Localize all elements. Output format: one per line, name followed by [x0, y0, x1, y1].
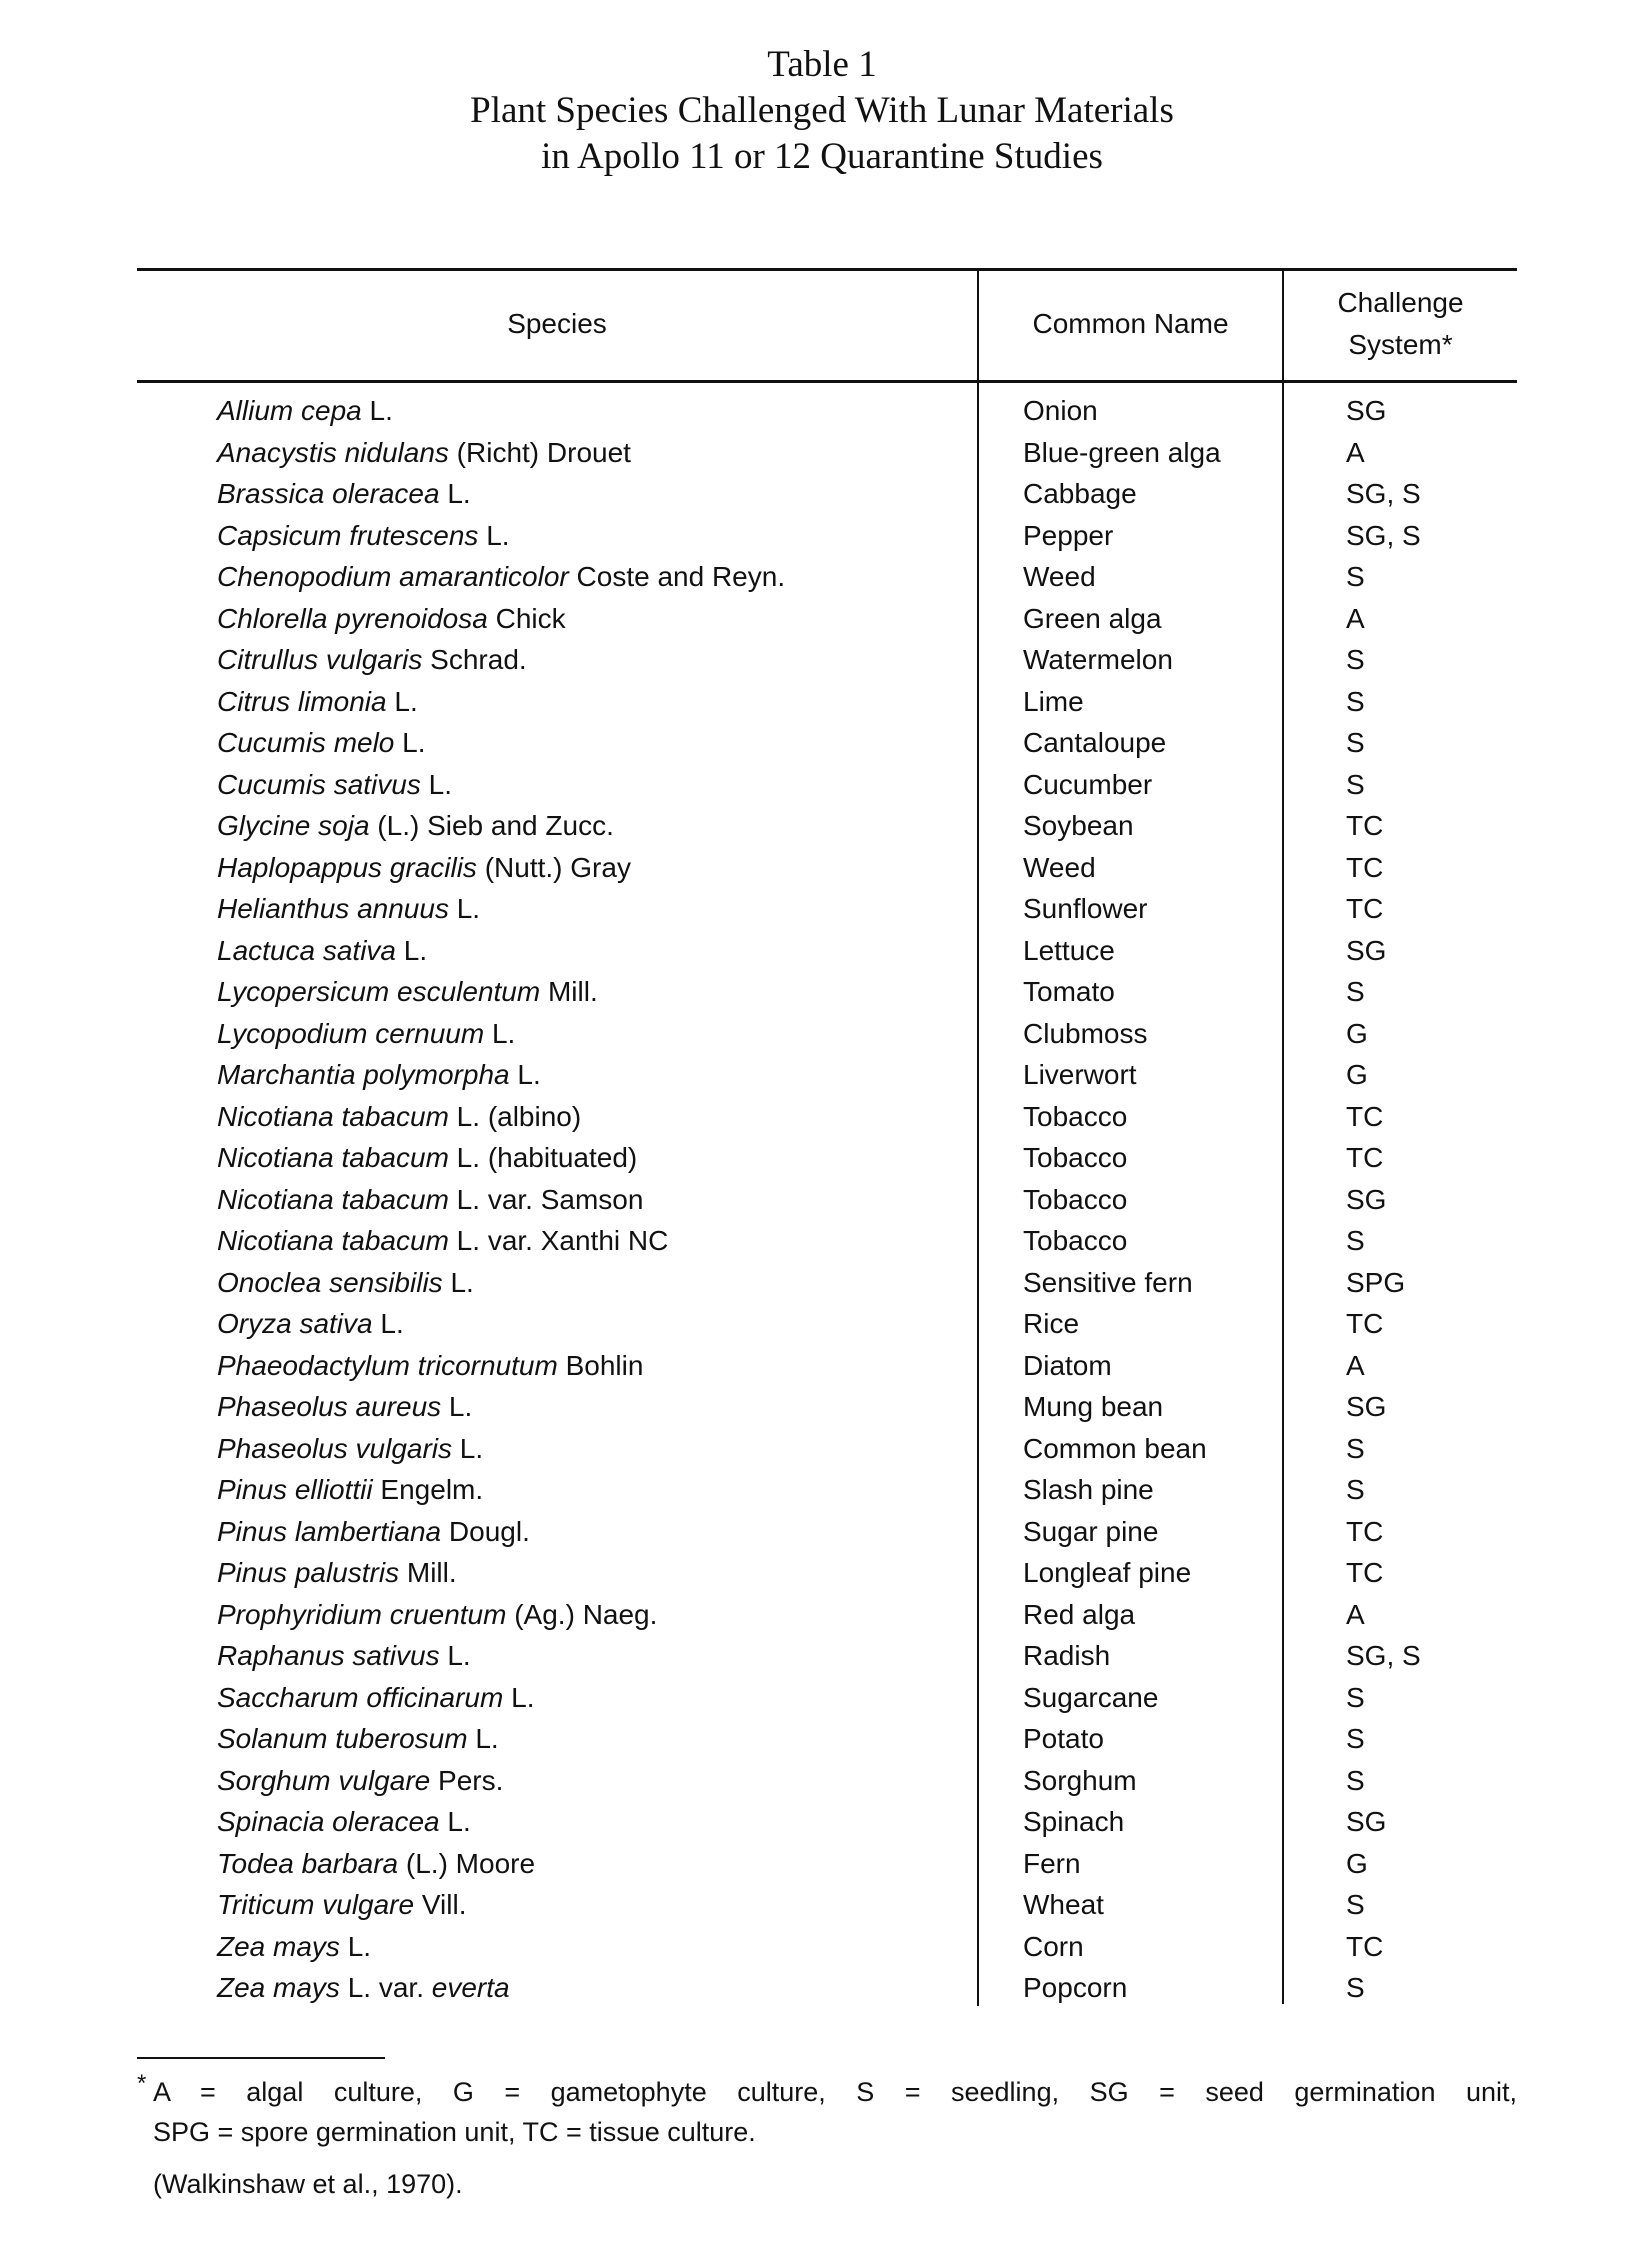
table-row: [137, 1760, 1517, 1802]
table-row: [137, 805, 1517, 847]
common-name-cell: Slash pine: [1023, 1474, 1154, 1505]
species-cell: [217, 681, 418, 723]
common-name-cell: Tobacco: [1023, 1100, 1128, 1132]
table-row: [137, 556, 1517, 598]
species-cell: [217, 1594, 657, 1636]
footnote-rule: [137, 2057, 385, 2059]
common-name-cell: Green alga: [1023, 602, 1162, 634]
species-authority: L.: [439, 1806, 471, 1837]
species-binomial: Glycine soja: [217, 810, 370, 841]
table-row: [137, 1386, 1517, 1428]
species-cell: [217, 1926, 371, 1968]
common-name-cell: Wheat: [1023, 1889, 1104, 1920]
header-challenge-line-2: System*: [1348, 329, 1453, 360]
challenge-system-cell: S: [1346, 1723, 1365, 1754]
table-row: [137, 390, 1517, 432]
species-variety: everta: [431, 1972, 510, 2003]
species-binomial: Phaseolus vulgaris: [217, 1432, 453, 1464]
species-authority: (L.) Moore: [398, 1847, 536, 1879]
challenge-system-cell: TC: [1346, 1308, 1384, 1339]
species-binomial: Triticum vulgare: [217, 1889, 415, 1920]
table-row: [137, 930, 1517, 972]
species-cell: [217, 1884, 466, 1926]
table-row: [137, 1428, 1517, 1470]
species-authority: L.: [394, 727, 426, 758]
common-name-cell: Sunflower: [1023, 893, 1148, 924]
table-row: [137, 1677, 1517, 1719]
common-name-cell: Soybean: [1023, 810, 1134, 841]
species-binomial: Capsicum frutescens: [217, 519, 479, 551]
species-authority: L.: [452, 1432, 484, 1464]
table-title-line-2: in Apollo 11 or 12 Quarantine Studies: [541, 136, 1103, 177]
common-name-cell: Popcorn: [1023, 1972, 1128, 2003]
challenge-system-cell: TC: [1346, 1142, 1384, 1173]
challenge-system-cell: TC: [1346, 1557, 1384, 1588]
species-cell: [217, 764, 452, 806]
species-cell: [217, 1552, 457, 1594]
species-cell: [217, 556, 785, 598]
table-row: [137, 639, 1517, 681]
table-row: [137, 1552, 1517, 1594]
challenge-system-cell: S: [1346, 768, 1365, 800]
common-name-cell: Fern: [1023, 1847, 1081, 1879]
common-name-cell: Cantaloupe: [1023, 727, 1167, 758]
challenge-system-cell: S: [1346, 1225, 1365, 1256]
species-authority: L. var. Xanthi NC: [448, 1225, 669, 1256]
species-authority: (Ag.) Naeg.: [506, 1598, 658, 1630]
common-name-cell: Longleaf pine: [1023, 1557, 1192, 1588]
species-authority: L.: [478, 519, 510, 551]
species-cell: [217, 1137, 637, 1179]
table-row: [137, 1718, 1517, 1760]
challenge-system-cell: SG: [1346, 1806, 1387, 1837]
challenge-system-cell: S: [1346, 1764, 1365, 1796]
table-row: [137, 888, 1517, 930]
species-binomial: Todea barbara: [217, 1847, 399, 1879]
species-cell: [217, 1677, 534, 1719]
table-row: [137, 1469, 1517, 1511]
species-authority: L.: [439, 1640, 471, 1671]
species-binomial: Citrullus vulgaris: [217, 644, 423, 675]
species-cell: [217, 1469, 483, 1511]
table-row: [137, 1013, 1517, 1055]
common-name-cell: Sensitive fern: [1023, 1266, 1193, 1298]
challenge-system-cell: SG: [1346, 395, 1387, 426]
challenge-system-cell: G: [1346, 1847, 1368, 1879]
species-cell: [217, 1179, 643, 1221]
challenge-system-cell: SG: [1346, 1391, 1387, 1422]
species-binomial: Marchantia polymorpha: [217, 1059, 510, 1090]
footnote-line-1: A = algal culture, G = gametophyte culture, S = seedling, SG = seed germination unit,: [153, 2077, 1517, 2107]
common-name-cell: Mung bean: [1023, 1391, 1164, 1422]
common-name-cell: Weed: [1023, 561, 1096, 592]
species-cell: [217, 722, 426, 764]
common-name-cell: Tomato: [1023, 976, 1115, 1007]
common-name-cell: Diatom: [1023, 1349, 1112, 1381]
common-name-cell: Pepper: [1023, 519, 1114, 551]
common-name-cell: Cucumber: [1023, 768, 1153, 800]
common-name-cell: Sorghum: [1023, 1764, 1137, 1796]
challenge-system-cell: A: [1346, 602, 1365, 634]
footnote: [137, 2072, 1517, 2204]
species-cell: [217, 1718, 499, 1760]
species-authority: L. var.: [339, 1972, 432, 2003]
species-authority: L.: [361, 395, 393, 426]
common-name-cell: Sugarcane: [1023, 1681, 1159, 1713]
common-name-cell: Clubmoss: [1023, 1017, 1148, 1049]
species-binomial: Allium cepa: [217, 395, 362, 426]
table-row: [137, 1594, 1517, 1636]
common-name-cell: Tobacco: [1023, 1183, 1128, 1215]
species-cell: [217, 805, 614, 847]
common-name-cell: Tobacco: [1023, 1142, 1128, 1173]
species-authority: L.: [420, 768, 452, 800]
species-authority: L.: [441, 1391, 473, 1422]
challenge-system-cell: TC: [1346, 851, 1384, 883]
species-binomial: Lactuca sativa: [217, 934, 396, 966]
species-cell: [217, 1843, 535, 1885]
species-binomial: Brassica oleracea: [217, 478, 440, 509]
challenge-system-cell: S: [1346, 976, 1365, 1007]
table-row: [137, 1220, 1517, 1262]
species-binomial: Phaseolus aureus: [217, 1391, 442, 1422]
table-row: [137, 432, 1517, 474]
challenge-system-cell: S: [1346, 644, 1365, 675]
species-cell: [217, 1096, 581, 1138]
challenge-system-cell: G: [1346, 1059, 1368, 1090]
challenge-system-cell: TC: [1346, 1100, 1384, 1132]
species-authority: (Richt) Drouet: [448, 436, 631, 468]
common-name-cell: Corn: [1023, 1930, 1084, 1962]
species-authority: L.: [484, 1017, 516, 1049]
species-authority: L. var. Samson: [448, 1183, 644, 1215]
challenge-system-cell: SPG: [1346, 1266, 1406, 1298]
header-challenge-system: [1284, 268, 1517, 380]
table-row: [137, 1801, 1517, 1843]
header-bottom-rule: [137, 380, 1517, 383]
species-cell: [217, 1428, 483, 1470]
challenge-system-cell: SG: [1346, 934, 1387, 966]
challenge-system-cell: SG, S: [1346, 519, 1421, 551]
common-name-cell: Sugar pine: [1023, 1515, 1159, 1547]
table-row: [137, 764, 1517, 806]
species-binomial: Cucumis melo: [217, 727, 395, 758]
common-name-cell: Liverwort: [1023, 1059, 1137, 1090]
table-caption: [0, 42, 1644, 180]
species-cell: [217, 1801, 471, 1843]
species-cell: [217, 930, 427, 972]
species-authority: L.: [509, 1059, 541, 1090]
species-cell: [217, 1220, 668, 1262]
table-body: [137, 390, 1517, 2009]
species-authority: Pers.: [430, 1764, 504, 1796]
species-authority: Coste and Reyn.: [568, 561, 786, 592]
challenge-system-cell: S: [1346, 561, 1365, 592]
species-cell: [217, 1262, 474, 1304]
table-row: [137, 847, 1517, 889]
common-name-cell: Onion: [1023, 395, 1098, 426]
species-cell: [217, 888, 480, 930]
species-cell: [217, 1054, 541, 1096]
table-row: [137, 1262, 1517, 1304]
species-binomial: Nicotiana tabacum: [217, 1142, 449, 1173]
species-authority: L.: [503, 1681, 535, 1713]
challenge-system-cell: TC: [1346, 1515, 1384, 1547]
species-cell: [217, 971, 598, 1013]
table-row: [137, 1967, 1517, 2009]
challenge-system-cell: S: [1346, 727, 1365, 758]
species-cell: [217, 1967, 510, 2009]
common-name-cell: Lettuce: [1023, 934, 1115, 966]
species-binomial: Pinus elliottii: [217, 1474, 373, 1505]
species-binomial: Prophyridium cruentum: [217, 1598, 507, 1630]
species-authority: Mill.: [399, 1557, 457, 1588]
common-name-cell: Weed: [1023, 851, 1096, 883]
species-binomial: Saccharum officinarum: [217, 1681, 504, 1713]
species-authority: L.: [439, 478, 471, 509]
species-binomial: Pinus lambertiana: [217, 1515, 442, 1547]
species-authority: L.: [442, 1266, 474, 1298]
species-binomial: Chenopodium amaranticolor: [217, 561, 569, 592]
table-row: [137, 1345, 1517, 1387]
challenge-system-cell: SG, S: [1346, 1640, 1421, 1671]
common-name-cell: Watermelon: [1023, 644, 1173, 675]
species-cell: [217, 432, 631, 474]
common-name-cell: Cabbage: [1023, 478, 1137, 509]
species-binomial: Raphanus sativus: [217, 1640, 440, 1671]
species-binomial: Oryza sativa: [217, 1308, 373, 1339]
table-row: [137, 681, 1517, 723]
species-binomial: Lycopersicum esculentum: [217, 976, 541, 1007]
footnote-asterisk: *: [137, 2070, 147, 2097]
common-name-cell: Blue-green alga: [1023, 436, 1221, 468]
species-cell: [217, 1345, 643, 1387]
table-row: [137, 1511, 1517, 1553]
species-authority: L.: [467, 1723, 499, 1754]
species-cell: [217, 473, 471, 515]
species-binomial: Nicotiana tabacum: [217, 1100, 449, 1132]
species-binomial: Spinacia oleracea: [217, 1806, 440, 1837]
species-authority: L.: [386, 685, 418, 717]
species-authority: Chick: [487, 602, 566, 634]
species-binomial: Cucumis sativus: [217, 768, 421, 800]
species-authority: (L.) Sieb and Zucc.: [369, 810, 614, 841]
species-binomial: Zea mays: [217, 1930, 340, 1962]
header-species: Species: [507, 308, 607, 339]
species-cell: [217, 390, 393, 432]
challenge-system-cell: S: [1346, 1474, 1365, 1505]
species-authority: L. (habituated): [448, 1142, 638, 1173]
species-cell: [217, 1635, 471, 1677]
challenge-system-cell: A: [1346, 1349, 1365, 1381]
species-authority: Bohlin: [557, 1349, 644, 1381]
table-title-line-1: Plant Species Challenged With Lunar Materials: [470, 90, 1174, 131]
table-row: [137, 1303, 1517, 1345]
challenge-system-cell: S: [1346, 1889, 1365, 1920]
header-challenge-line-1: Challenge: [1337, 287, 1464, 318]
species-binomial: Onoclea sensibilis: [217, 1266, 443, 1298]
challenge-system-cell: G: [1346, 1017, 1368, 1049]
table-row: [137, 515, 1517, 557]
species-authority: L. (albino): [448, 1100, 582, 1132]
challenge-system-cell: TC: [1346, 893, 1384, 924]
species-binomial: Phaeodactylum tricornutum: [217, 1349, 558, 1381]
challenge-system-cell: S: [1346, 1972, 1365, 2003]
common-name-cell: Radish: [1023, 1640, 1111, 1671]
species-authority: Engelm.: [372, 1474, 484, 1505]
challenge-system-cell: S: [1346, 1432, 1365, 1464]
species-cell: [217, 1760, 503, 1802]
table-row: [137, 598, 1517, 640]
species-authority: L.: [396, 934, 428, 966]
table-row: [137, 473, 1517, 515]
challenge-system-cell: TC: [1346, 1930, 1384, 1962]
species-authority: Dougl.: [441, 1515, 530, 1547]
species-cell: [217, 1386, 472, 1428]
species-authority: L.: [339, 1930, 372, 1962]
species-authority: L.: [372, 1308, 404, 1339]
footnote-citation: (Walkinshaw et al., 1970).: [153, 2169, 463, 2199]
species-binomial: Nicotiana tabacum: [217, 1225, 449, 1256]
species-binomial: Citrus limonia: [217, 685, 387, 717]
challenge-system-cell: S: [1346, 1681, 1365, 1713]
species-cell: [217, 1013, 515, 1055]
species-binomial: Anacystis nidulans: [217, 436, 449, 468]
footnote-line-2: SPG = spore germination unit, TC = tissue culture.: [153, 2117, 756, 2147]
species-binomial: Solanum tuberosum: [217, 1723, 468, 1754]
common-name-cell: Lime: [1023, 685, 1084, 717]
species-binomial: Chlorella pyrenoidosa: [217, 602, 488, 634]
table-row: [137, 1635, 1517, 1677]
species-cell: [217, 1511, 530, 1553]
challenge-system-cell: SG: [1346, 1183, 1387, 1215]
common-name-cell: Red alga: [1023, 1598, 1136, 1630]
common-name-cell: Tobacco: [1023, 1225, 1128, 1256]
table-row: [137, 1096, 1517, 1138]
species-binomial: Nicotiana tabacum: [217, 1183, 449, 1215]
table-row: [137, 1137, 1517, 1179]
challenge-system-cell: TC: [1346, 810, 1384, 841]
common-name-cell: Potato: [1023, 1723, 1104, 1754]
species-cell: [217, 598, 566, 640]
species-authority: Mill.: [540, 976, 598, 1007]
common-name-cell: Spinach: [1023, 1806, 1125, 1837]
table-row: [137, 971, 1517, 1013]
challenge-system-cell: S: [1346, 685, 1365, 717]
table-row: [137, 1843, 1517, 1885]
species-cell: [217, 847, 631, 889]
table-number: Table 1: [767, 44, 877, 85]
species-binomial: Pinus palustris: [217, 1557, 400, 1588]
header-common-name: Common Name: [1032, 308, 1229, 339]
species-cell: [217, 639, 527, 681]
common-name-cell: Rice: [1023, 1308, 1080, 1339]
species-binomial: Sorghum vulgare: [217, 1764, 431, 1796]
species-cell: [217, 1303, 404, 1345]
species-binomial: Lycopodium cernuum: [217, 1017, 485, 1049]
species-binomial: Haplopappus gracilis: [217, 851, 477, 883]
species-cell: [217, 515, 510, 557]
species-authority: Schrad.: [422, 644, 527, 675]
species-authority: L.: [448, 893, 481, 924]
species-authority: Vill.: [414, 1889, 467, 1920]
challenge-system-cell: A: [1346, 1598, 1365, 1630]
table-row: [137, 1179, 1517, 1221]
species-binomial: Zea mays: [217, 1972, 340, 2003]
species-binomial: Helianthus annuus: [217, 893, 449, 924]
common-name-cell: Common bean: [1023, 1432, 1207, 1464]
challenge-system-cell: A: [1346, 436, 1365, 468]
challenge-system-cell: SG, S: [1346, 478, 1421, 509]
table-row: [137, 722, 1517, 764]
table-row: [137, 1054, 1517, 1096]
species-authority: (Nutt.) Gray: [476, 851, 631, 883]
table-row: [137, 1884, 1517, 1926]
table-row: [137, 1926, 1517, 1968]
